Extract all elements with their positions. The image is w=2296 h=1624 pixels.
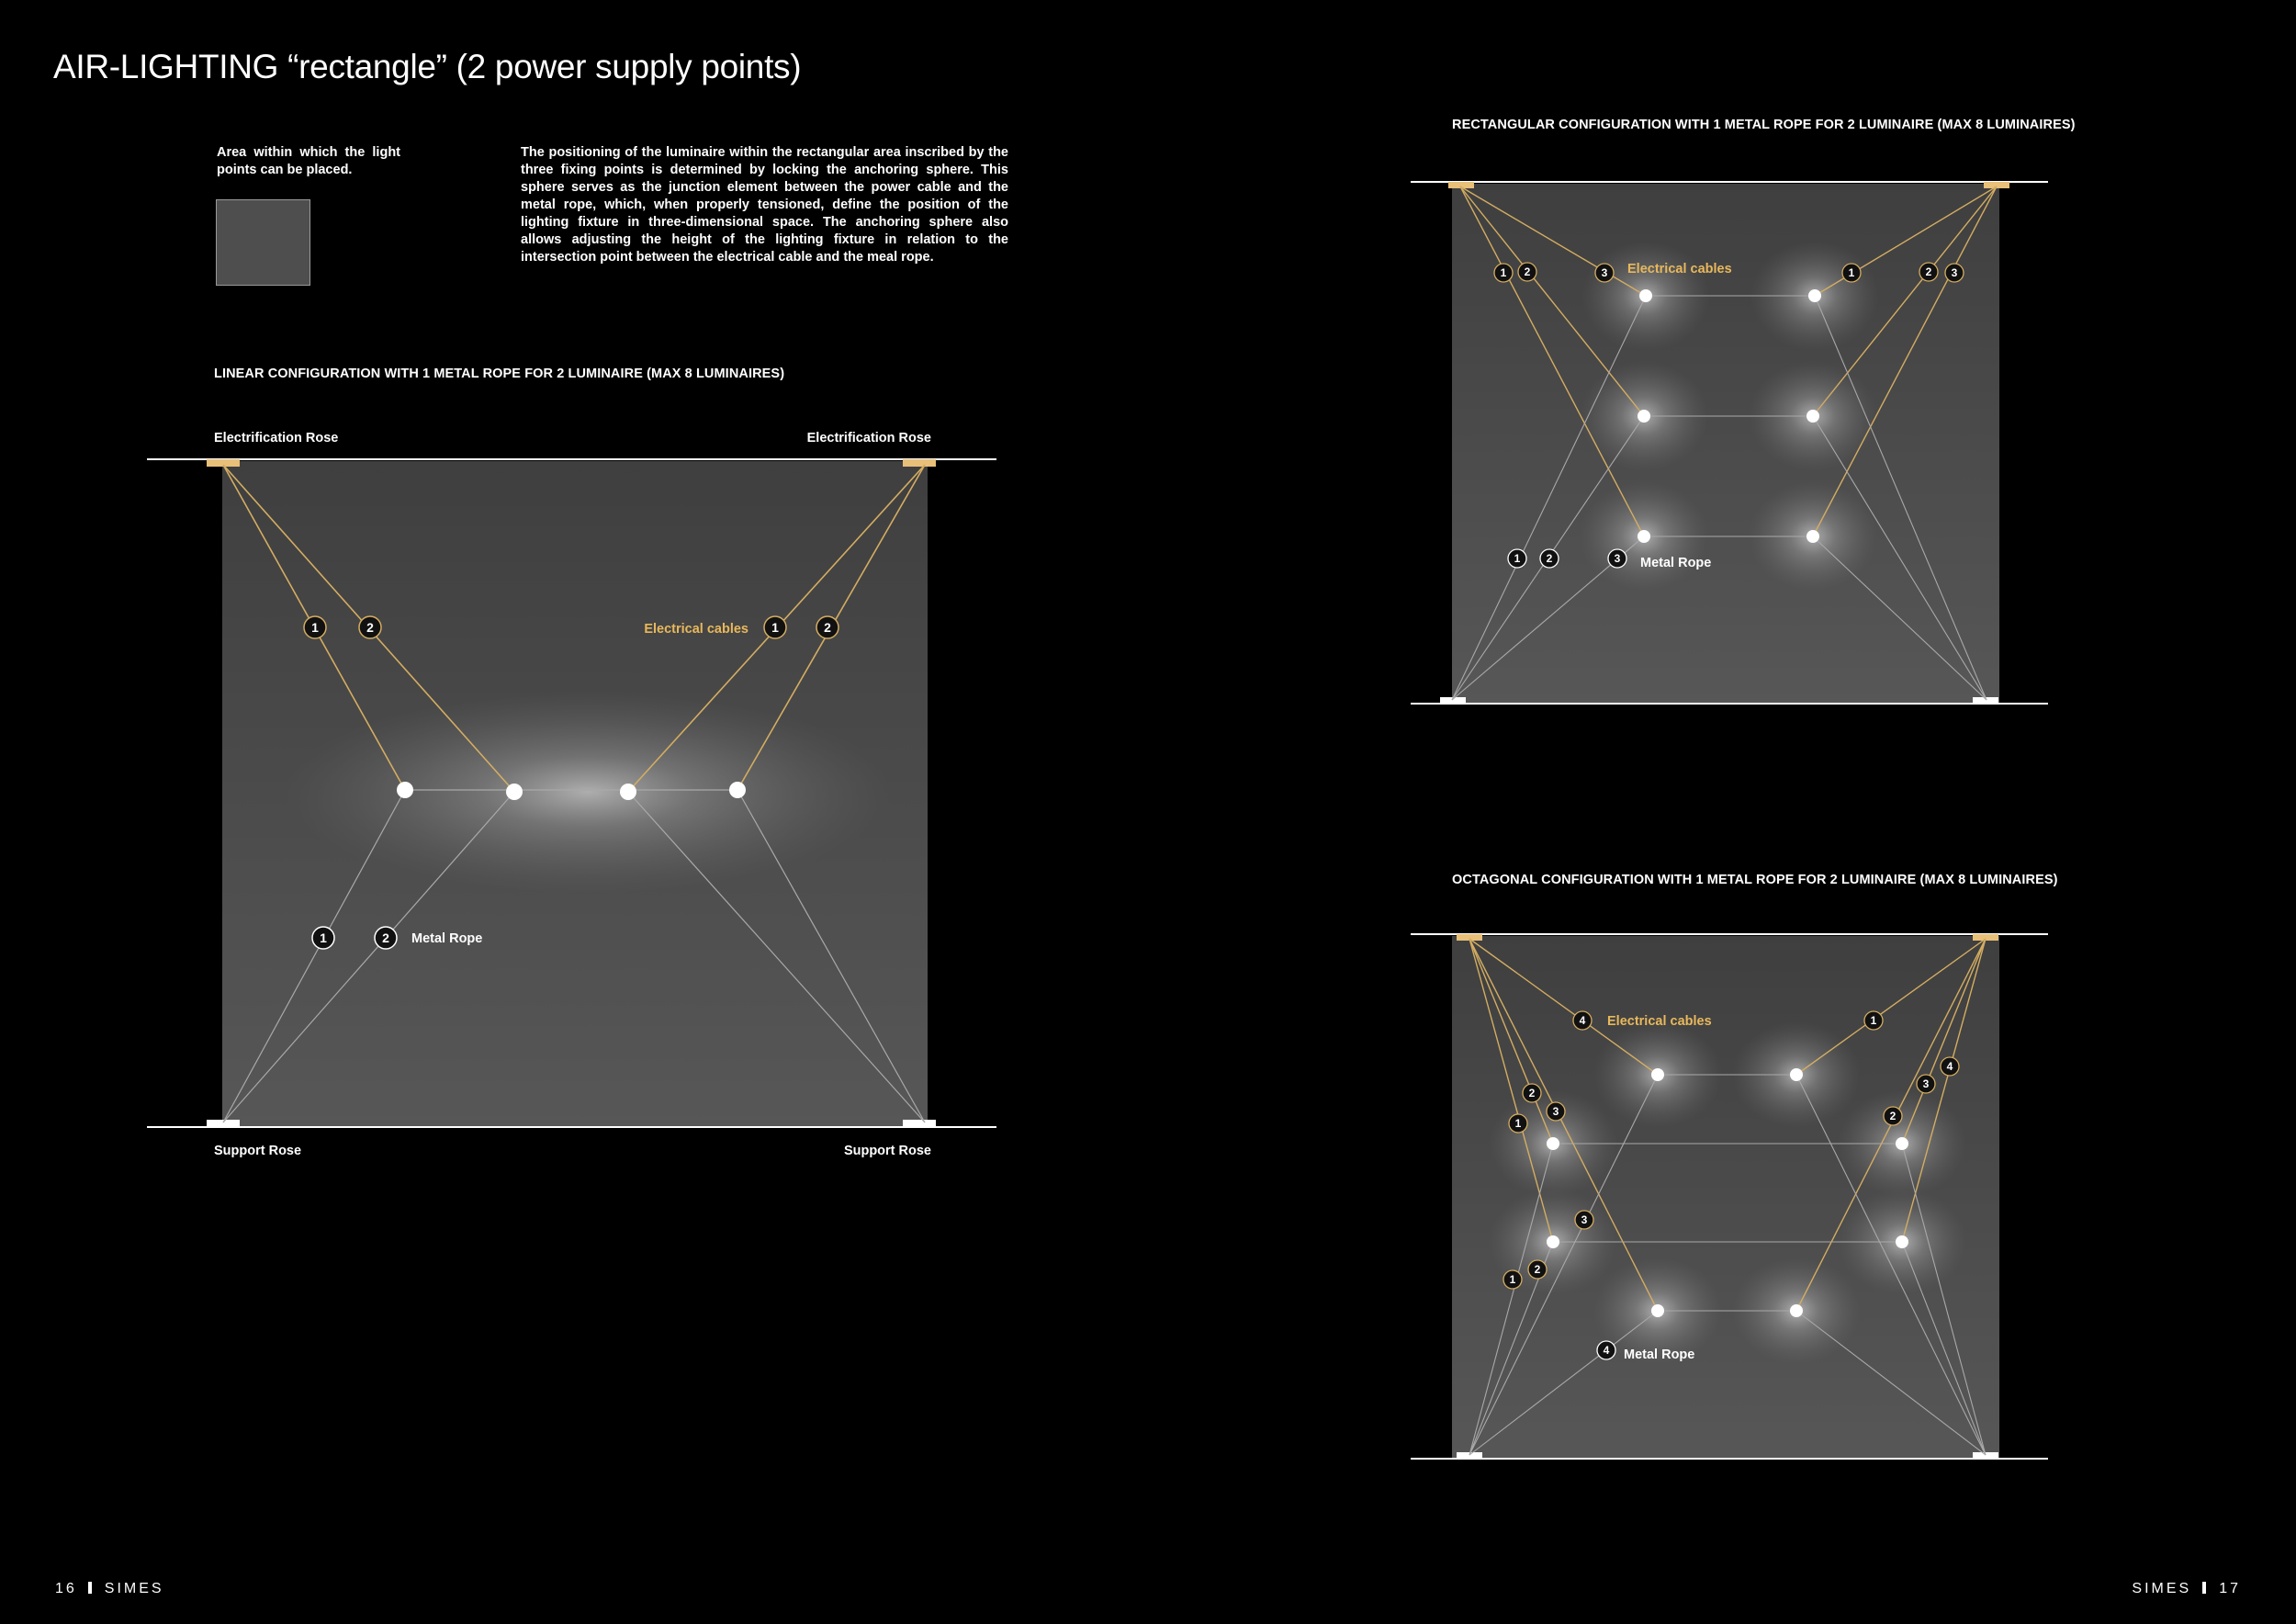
luminaire bbox=[1808, 289, 1821, 302]
linear-electrification-rose-label-left: Electrification Rose bbox=[214, 431, 339, 445]
luminaire bbox=[1896, 1235, 1908, 1248]
cable-number-badge bbox=[1509, 1114, 1527, 1133]
rope-number-badge bbox=[1540, 549, 1559, 568]
cable-number-badge bbox=[1547, 1102, 1565, 1121]
linear-electrification-rose-right bbox=[903, 459, 936, 467]
cable-number-badge bbox=[359, 616, 381, 638]
svg-text:2: 2 bbox=[1528, 1087, 1536, 1100]
svg-text:2: 2 bbox=[1546, 552, 1553, 565]
svg-text:3: 3 bbox=[1951, 266, 1958, 279]
luminaire bbox=[1896, 1137, 1908, 1150]
svg-text:1: 1 bbox=[1870, 1014, 1877, 1027]
cable-number-badge bbox=[1573, 1011, 1592, 1030]
cable-number-badge bbox=[1941, 1057, 1959, 1076]
cable-number-badge bbox=[1917, 1075, 1935, 1093]
svg-text:2: 2 bbox=[1534, 1263, 1541, 1276]
linear-metal-rope-label: Metal Rope bbox=[411, 931, 483, 946]
luminaire bbox=[1547, 1137, 1559, 1150]
luminaire bbox=[1790, 1304, 1803, 1317]
cable-number-badge bbox=[816, 616, 838, 638]
luminaire bbox=[1547, 1235, 1559, 1248]
svg-text:3: 3 bbox=[1601, 266, 1608, 279]
octagonal-metal-rope-label: Metal Rope bbox=[1624, 1348, 1695, 1362]
octagonal-config-heading: OCTAGONAL CONFIGURATION WITH 1 METAL ROPE FOR 2 LUMINAIRE (MAX 8 LUMINAIRES) bbox=[1452, 873, 2058, 887]
description-text: The positioning of the luminaire within the rectangular area inscribed by the three fixing points is determined by locking the anchoring sphere. This sphere serves as the junction element between the power cable and the metal rope, which, when properly tensioned, define the position of the lighting fixture in three-dimensional space. The anchoring sphere also allows adjusting the height of the lighting fixture in relation to the intersection point between the electrical cable and the meal rope. bbox=[521, 145, 1008, 265]
footer-right bbox=[2132, 1581, 2241, 1597]
luminaire bbox=[1651, 1068, 1664, 1081]
rope-number-badge bbox=[375, 927, 397, 949]
svg-text:1: 1 bbox=[320, 930, 327, 945]
cable-number-badge bbox=[1884, 1107, 1902, 1125]
cable-number-badge bbox=[1494, 264, 1513, 282]
rectangular-config-heading: RECTANGULAR CONFIGURATION WITH 1 METAL ROPE FOR 2 LUMINAIRE (MAX 8 LUMINAIRES) bbox=[1452, 118, 2076, 132]
linear-support-rose-right bbox=[903, 1120, 936, 1127]
octagonal-electrical-cables-label: Electrical cables bbox=[1607, 1014, 1712, 1029]
cable-number-badge bbox=[1864, 1011, 1883, 1030]
luminaire bbox=[506, 784, 523, 800]
svg-text:3: 3 bbox=[1581, 1213, 1588, 1226]
svg-text:2: 2 bbox=[1889, 1110, 1896, 1122]
linear-diagram bbox=[147, 431, 996, 1158]
linear-electrical-cables-label: Electrical cables bbox=[644, 622, 748, 637]
luminaire bbox=[1638, 410, 1650, 423]
luminaire bbox=[1790, 1068, 1803, 1081]
brand-name-right: SIMES bbox=[2132, 1581, 2192, 1596]
page-title: AIR-LIGHTING “rectangle” (2 power supply points) bbox=[53, 48, 802, 85]
separator-bar bbox=[2202, 1582, 2206, 1594]
svg-text:1: 1 bbox=[1514, 1117, 1522, 1130]
rope-number-badge bbox=[1608, 549, 1626, 568]
svg-text:4: 4 bbox=[1946, 1060, 1953, 1073]
svg-text:3: 3 bbox=[1552, 1105, 1559, 1118]
linear-config-heading: LINEAR CONFIGURATION WITH 1 METAL ROPE FOR 2 LUMINAIRE (MAX 8 LUMINAIRES) bbox=[214, 367, 785, 381]
svg-text:1: 1 bbox=[1848, 266, 1855, 279]
cable-number-badge bbox=[1528, 1260, 1547, 1279]
svg-text:2: 2 bbox=[366, 620, 374, 635]
cable-number-badge bbox=[1945, 264, 1964, 282]
cable-number-badge bbox=[1518, 263, 1536, 281]
cable-number-badge bbox=[1842, 264, 1861, 282]
page-number-right: 17 bbox=[2219, 1581, 2241, 1596]
svg-text:3: 3 bbox=[1614, 552, 1621, 565]
cable-number-badge bbox=[1523, 1084, 1541, 1102]
rectangular-electrical-cables-label: Electrical cables bbox=[1627, 262, 1732, 276]
page-number-left: 16 bbox=[55, 1581, 77, 1596]
cable-number-badge bbox=[764, 616, 786, 638]
luminaire bbox=[729, 782, 746, 798]
legend-text: Area within which the light points can be placed. bbox=[217, 145, 400, 177]
rope-number-badge bbox=[312, 927, 334, 949]
svg-text:1: 1 bbox=[311, 620, 319, 635]
svg-text:1: 1 bbox=[771, 620, 779, 635]
luminaire bbox=[620, 784, 636, 800]
luminaire bbox=[1806, 410, 1819, 423]
svg-text:1: 1 bbox=[1514, 552, 1521, 565]
luminaire bbox=[1806, 530, 1819, 543]
svg-text:2: 2 bbox=[824, 620, 831, 635]
footer-left bbox=[55, 1581, 164, 1597]
cable-number-badge bbox=[304, 616, 326, 638]
brand-name-left: SIMES bbox=[104, 1581, 164, 1596]
linear-light-glow bbox=[285, 691, 891, 893]
linear-support-rose-left bbox=[207, 1120, 240, 1127]
octagonal-diagram bbox=[1411, 934, 2048, 1459]
cable-number-badge bbox=[1503, 1270, 1522, 1289]
cable-number-badge bbox=[1575, 1211, 1593, 1229]
svg-text:1: 1 bbox=[1500, 266, 1507, 279]
luminaire bbox=[1638, 530, 1650, 543]
luminaire bbox=[397, 782, 413, 798]
svg-text:3: 3 bbox=[1922, 1077, 1930, 1090]
rope-number-badge bbox=[1597, 1341, 1615, 1359]
separator-bar bbox=[88, 1582, 92, 1594]
luminaire bbox=[1651, 1304, 1664, 1317]
linear-support-rose-label-left: Support Rose bbox=[214, 1144, 302, 1158]
svg-text:2: 2 bbox=[1925, 265, 1932, 278]
luminaire bbox=[1639, 289, 1652, 302]
cable-number-badge bbox=[1919, 263, 1938, 281]
svg-text:4: 4 bbox=[1603, 1344, 1610, 1357]
rope-number-badge bbox=[1508, 549, 1526, 568]
rectangular-metal-rope-label: Metal Rope bbox=[1640, 556, 1712, 570]
cable-number-badge bbox=[1595, 264, 1614, 282]
linear-support-rose-label-right: Support Rose bbox=[843, 1144, 931, 1158]
rectangular-diagram bbox=[1411, 182, 2048, 704]
svg-text:2: 2 bbox=[382, 930, 389, 945]
linear-electrification-rose-label-right: Electrification Rose bbox=[806, 431, 931, 445]
svg-text:2: 2 bbox=[1524, 265, 1531, 278]
svg-text:4: 4 bbox=[1579, 1014, 1586, 1027]
svg-text:1: 1 bbox=[1509, 1273, 1516, 1286]
